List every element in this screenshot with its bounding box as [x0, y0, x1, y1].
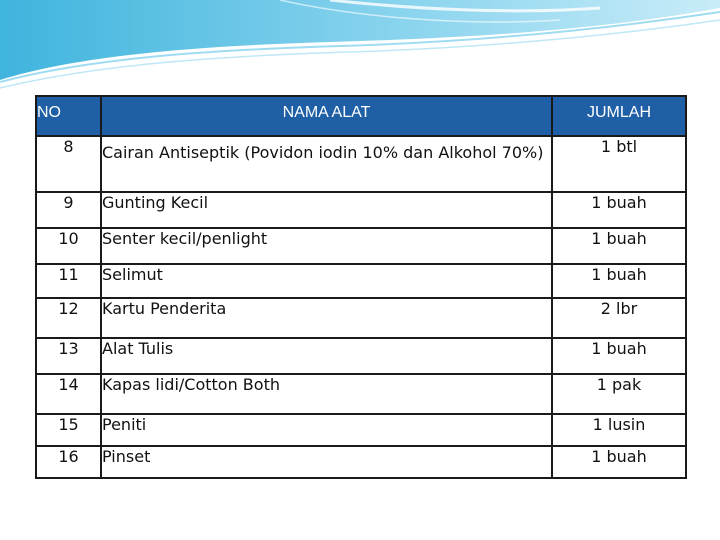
table-row [36, 374, 686, 414]
cell-nama-alat: Kapas lidi/Cotton Both [101, 374, 552, 414]
header-nama-alat: NAMA ALAT [101, 96, 552, 136]
cell-no: 16 [36, 446, 101, 478]
cell-jumlah: 1 pak [552, 374, 686, 414]
table-header-row [36, 96, 686, 136]
cell-nama-alat: Alat Tulis [101, 338, 552, 374]
decorative-wave-banner [0, 0, 720, 95]
table-row [36, 338, 686, 374]
table-row [36, 298, 686, 338]
table-row [36, 192, 686, 228]
table-row [36, 136, 686, 192]
header-no: NO [36, 96, 101, 136]
cell-nama-alat: Selimut [101, 264, 552, 298]
cell-nama-alat: Peniti [101, 414, 552, 446]
cell-jumlah: 1 buah [552, 264, 686, 298]
cell-nama-alat: Pinset [101, 446, 552, 478]
cell-no: 12 [36, 298, 101, 338]
cell-no: 10 [36, 228, 101, 264]
table-row [36, 264, 686, 298]
cell-nama-alat: Cairan Antiseptik (Povidon iodin 10% dan Alkohol 70%) [101, 136, 552, 192]
cell-jumlah: 1 buah [552, 228, 686, 264]
cell-no: 14 [36, 374, 101, 414]
table-row [36, 414, 686, 446]
cell-nama-alat: Senter kecil/penlight [101, 228, 552, 264]
cell-jumlah: 2 lbr [552, 298, 686, 338]
cell-no: 15 [36, 414, 101, 446]
cell-jumlah: 1 buah [552, 446, 686, 478]
cell-no: 11 [36, 264, 101, 298]
cell-jumlah: 1 btl [552, 136, 686, 192]
cell-jumlah: 1 buah [552, 338, 686, 374]
cell-no: 8 [36, 136, 101, 192]
cell-jumlah: 1 buah [552, 192, 686, 228]
header-jumlah: JUMLAH [552, 96, 686, 136]
table-row [36, 228, 686, 264]
cell-nama-alat: Kartu Penderita [101, 298, 552, 338]
cell-no: 13 [36, 338, 101, 374]
cell-no: 9 [36, 192, 101, 228]
cell-jumlah: 1 lusin [552, 414, 686, 446]
table-row [36, 446, 686, 478]
equipment-table [35, 95, 687, 479]
cell-nama-alat: Gunting Kecil [101, 192, 552, 228]
